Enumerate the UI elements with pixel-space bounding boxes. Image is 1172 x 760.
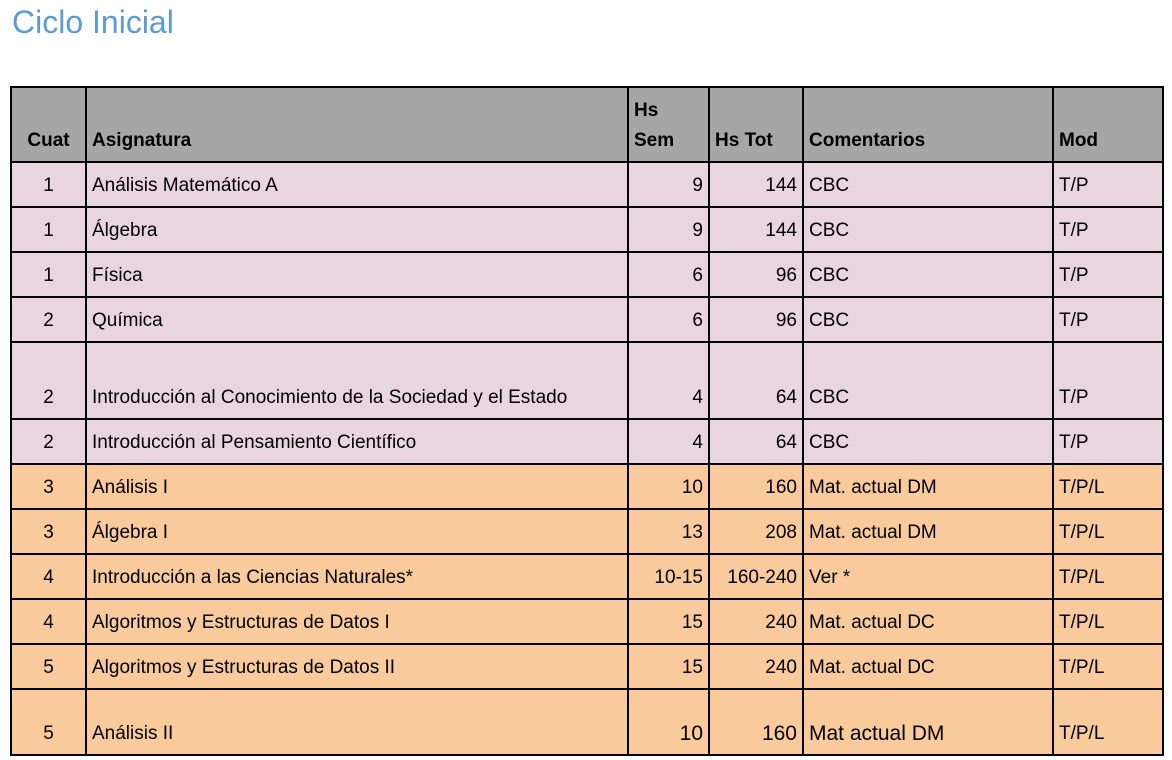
cell-cuat: 4: [11, 599, 86, 644]
cell-mod: T/P/L: [1053, 599, 1163, 644]
cell-hs-sem: 15: [628, 599, 709, 644]
header-cuat: Cuat: [11, 87, 86, 162]
cell-hs-tot: 160: [709, 689, 803, 755]
cell-hs-sem: 10-15: [628, 554, 709, 599]
cell-cuat: 2: [11, 419, 86, 464]
cell-mod: T/P/L: [1053, 554, 1163, 599]
table-row: [11, 252, 1163, 297]
cell-comentarios: CBC: [803, 297, 1053, 342]
table-row: [11, 342, 1163, 419]
cell-hs-tot: 96: [709, 252, 803, 297]
cell-cuat: 3: [11, 509, 86, 554]
cell-mod: T/P/L: [1053, 464, 1163, 509]
cell-hs-sem: 4: [628, 419, 709, 464]
cell-mod: T/P: [1053, 207, 1163, 252]
cell-cuat: 1: [11, 162, 86, 207]
cell-comentarios: CBC: [803, 207, 1053, 252]
cell-hs-sem: 15: [628, 644, 709, 689]
cell-hs-tot: 64: [709, 342, 803, 419]
cell-asignatura: Algoritmos y Estructuras de Datos I: [86, 599, 628, 644]
table-row: [11, 419, 1163, 464]
table-row: [11, 509, 1163, 554]
cell-hs-sem: 6: [628, 252, 709, 297]
header-asignatura: Asignatura: [86, 87, 628, 162]
header-comentarios: Comentarios: [803, 87, 1053, 162]
cell-asignatura: Álgebra: [86, 207, 628, 252]
cell-cuat: 1: [11, 252, 86, 297]
page-title: Ciclo Inicial: [12, 4, 174, 40]
cell-cuat: 4: [11, 554, 86, 599]
table-row: [11, 644, 1163, 689]
cell-hs-tot: 240: [709, 599, 803, 644]
header-row: [11, 87, 1163, 162]
cell-hs-sem: 9: [628, 207, 709, 252]
cell-hs-sem: 10: [628, 464, 709, 509]
header-mod: Mod: [1053, 87, 1163, 162]
cell-comentarios: Mat. actual DM: [803, 509, 1053, 554]
cell-mod: T/P: [1053, 419, 1163, 464]
table-row: [11, 689, 1163, 755]
table-row: [11, 554, 1163, 599]
cell-asignatura: Análisis Matemático A: [86, 162, 628, 207]
cell-hs-tot: 144: [709, 162, 803, 207]
cell-comentarios: Mat. actual DC: [803, 644, 1053, 689]
cell-comentarios: CBC: [803, 342, 1053, 419]
cell-mod: T/P/L: [1053, 509, 1163, 554]
cell-hs-tot: 64: [709, 419, 803, 464]
table-row: [11, 162, 1163, 207]
cell-hs-tot: 160-240: [709, 554, 803, 599]
table-row: [11, 207, 1163, 252]
cell-mod: T/P/L: [1053, 644, 1163, 689]
cell-hs-sem: 10: [628, 689, 709, 755]
cell-asignatura: Introducción al Pensamiento Científico: [86, 419, 628, 464]
cell-asignatura: Introducción al Conocimiento de la Sociedad y el Estado: [86, 342, 628, 419]
cell-cuat: 5: [11, 689, 86, 755]
cell-asignatura: Álgebra I: [86, 509, 628, 554]
cell-cuat: 2: [11, 342, 86, 419]
header-hs-sem-line2: Sem: [634, 130, 675, 151]
cell-asignatura: Física: [86, 252, 628, 297]
cell-mod: T/P: [1053, 297, 1163, 342]
cell-cuat: 5: [11, 644, 86, 689]
table-row: [11, 297, 1163, 342]
cell-comentarios: Ver *: [803, 554, 1053, 599]
table-row: [11, 464, 1163, 509]
cell-asignatura: Análisis I: [86, 464, 628, 509]
curriculum-table: [10, 86, 1164, 756]
cell-comentarios: CBC: [803, 162, 1053, 207]
cell-hs-tot: 240: [709, 644, 803, 689]
cell-comentarios: Mat. actual DM: [803, 464, 1053, 509]
cell-asignatura: Química: [86, 297, 628, 342]
cell-asignatura: Análisis II: [86, 689, 628, 755]
cell-mod: T/P: [1053, 342, 1163, 419]
header-hs-tot: Hs Tot: [709, 87, 803, 162]
cell-mod: T/P: [1053, 252, 1163, 297]
cell-cuat: 2: [11, 297, 86, 342]
cell-comentarios: CBC: [803, 252, 1053, 297]
cell-comentarios: Mat actual DM: [803, 689, 1053, 755]
cell-hs-sem: 9: [628, 162, 709, 207]
cell-asignatura: Algoritmos y Estructuras de Datos II: [86, 644, 628, 689]
cell-asignatura: Introducción a las Ciencias Naturales*: [86, 554, 628, 599]
cell-mod: T/P/L: [1053, 689, 1163, 755]
cell-hs-sem: 13: [628, 509, 709, 554]
cell-hs-tot: 96: [709, 297, 803, 342]
cell-comentarios: CBC: [803, 419, 1053, 464]
cell-hs-tot: 160: [709, 464, 803, 509]
cell-cuat: 1: [11, 207, 86, 252]
cell-mod: T/P: [1053, 162, 1163, 207]
cell-hs-sem: 4: [628, 342, 709, 419]
cell-hs-tot: 208: [709, 509, 803, 554]
header-hs-sem: [628, 87, 709, 162]
cell-hs-sem: 6: [628, 297, 709, 342]
cell-hs-tot: 144: [709, 207, 803, 252]
cell-cuat: 3: [11, 464, 86, 509]
header-hs-sem-line1: Hs: [634, 100, 659, 121]
table-row: [11, 599, 1163, 644]
cell-comentarios: Mat. actual DC: [803, 599, 1053, 644]
